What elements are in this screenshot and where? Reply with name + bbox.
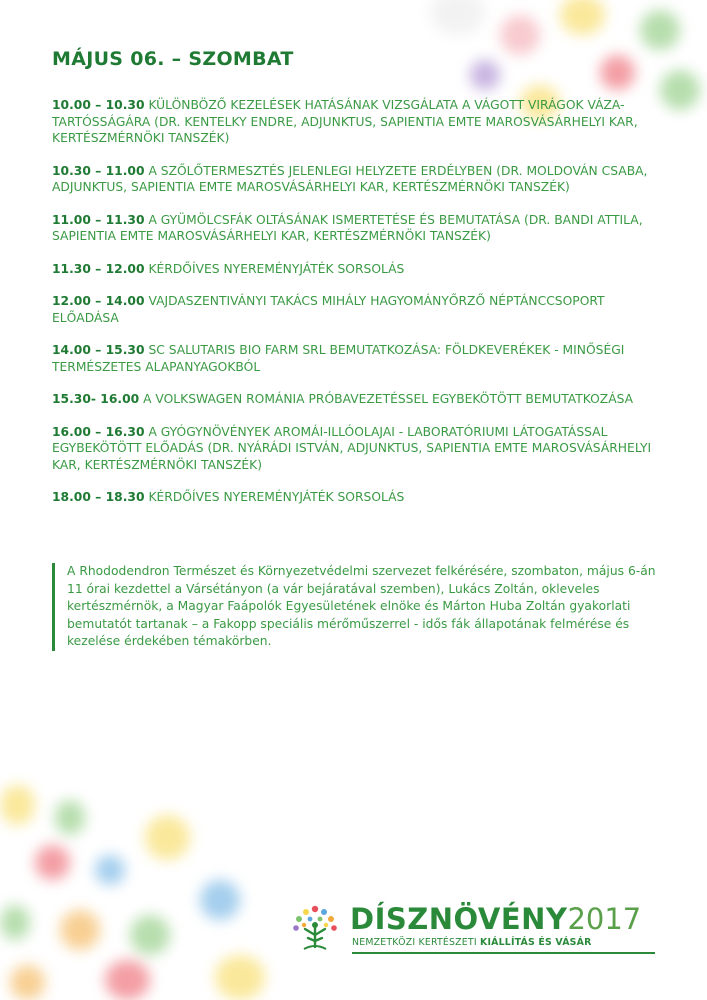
schedule-time: 11.30 – 12.00: [52, 261, 145, 276]
list-item: [52, 489, 652, 506]
schedule-description: KÉRDŐÍVES NYEREMÉNYJÁTÉK SORSOLÁS: [148, 261, 405, 276]
schedule-description: A GYÓGYNÖVÉNYEK AROMÁI-ILLÓOLAJAI - LABORATÓRIUMI LÁTOGATÁSSAL EGYBEKÖTÖTT ELŐADÁS (DR. NYÁRÁDI ISTVÁN, ADJUNKTUS, SAPIENTIA EMTE MAROSVÁSÁRHELYI KAR, KERTÉSZMÉRNÖKI TANSZÉK): [52, 424, 652, 472]
flower-people-icon: [290, 903, 340, 953]
logo-subtitle-bold: KIÁLLÍTÁS ÉS VÁSÁR: [480, 937, 592, 948]
schedule-list: [52, 97, 652, 522]
schedule-description: KÉRDŐÍVES NYEREMÉNYJÁTÉK SORSOLÁS: [148, 490, 405, 504]
schedule-time: 15.30- 16.00: [52, 392, 140, 406]
list-item: [52, 424, 652, 474]
list-item: [52, 261, 652, 278]
schedule-description: VAJDASZENTIVÁNYI TAKÁCS MIHÁLY HAGYOMÁNYŐRZŐ NÉPTÁNCCSOPORT ELŐADÁSA: [52, 294, 605, 325]
schedule-description: A VOLKSWAGEN ROMÁNIA PRÓBAVEZETÉSSEL EGYBEKÖTÖTT BEMUTATKOZÁSA: [143, 392, 634, 406]
logo-subtitle: [352, 937, 592, 948]
logo-underline: [352, 952, 655, 954]
list-item: [52, 293, 652, 326]
logo-word-bold: DÍSZNÖVÉNY: [350, 902, 568, 936]
page-title: MÁJUS 06. – SZOMBAT: [52, 48, 294, 70]
schedule-time: 18.00 – 18.30: [52, 490, 145, 504]
schedule-time: 12.00 – 14.00: [52, 294, 145, 308]
list-item: [52, 342, 652, 375]
list-item: [52, 97, 652, 147]
schedule-time: 14.00 – 15.30: [52, 343, 145, 357]
event-logo: [290, 903, 665, 963]
schedule-time: 16.00 – 16.30: [52, 424, 145, 439]
list-item: [52, 212, 652, 245]
logo-subtitle-plain: NEMZETKÖZI KERTÉSZETI: [352, 937, 480, 948]
schedule-description: KÜLÖNBÖZŐ KEZELÉSEK HATÁSÁNAK VIZSGÁLATA A VÁGOTT VIRÁGOK VÁZA-TARTÓSSÁGÁRA (DR. KENTELKY ENDRE, ADJUNKTUS, SAPIENTIA EMTE MAROSVÁSÁRHELYI KAR, KERTÉSZMÉRNÖKI TANSZÉK): [52, 98, 638, 145]
list-item: [52, 163, 652, 196]
schedule-description: A GYÜMÖLCSFÁK OLTÁSÁNAK ISMERTETÉSE ÉS BEMUTATÁSA (DR. BANDI ATTILA, SAPIENTIA EMTE MAROSVÁSÁRHELYI KAR, KERTÉSZMÉRNÖKI TANSZÉK): [52, 212, 643, 243]
list-item: [52, 391, 652, 408]
schedule-description: A SZŐLŐTERMESZTÉS JELENLEGI HELYZETE ERDÉLYBEN (DR. MOLDOVÁN CSABA, ADJUNKTUS, SAPIENTIA EMTE MAROSVÁSÁRHELYI KAR, KERTÉSZMÉRNÖKI TANSZÉK): [52, 163, 648, 194]
event-note: A Rhododendron Természet és Környezetvédelmi szervezet felkérésére, szombaton, május 6-án 11 órai kezdettel a Vársétányon (a vár bejáratával szemben), Lukács Zoltán, okleveles kertészmérnök, a Magyar Faápolók Egyesületének elnöke és Márton Huba Zoltán gyakorlati bemutatót tartanak – a Fakopp speciális mérőműszerrel - idős fák állapotának felmérése és kezelése érdekében témakörben.: [52, 563, 667, 651]
schedule-description: SC SALUTARIS BIO FARM SRL BEMUTATKOZÁSA: FÖLDKEVERÉKEK - MINŐSÉGI TERMÉSZETES ALAPANYAGOKBÓL: [52, 343, 625, 374]
schedule-time: 10.00 – 10.30: [52, 98, 145, 112]
schedule-time: 11.00 – 11.30: [52, 212, 145, 227]
logo-wordmark: [350, 902, 641, 936]
schedule-time: 10.30 – 11.00: [52, 163, 145, 178]
logo-word-year: 2017: [567, 902, 642, 936]
